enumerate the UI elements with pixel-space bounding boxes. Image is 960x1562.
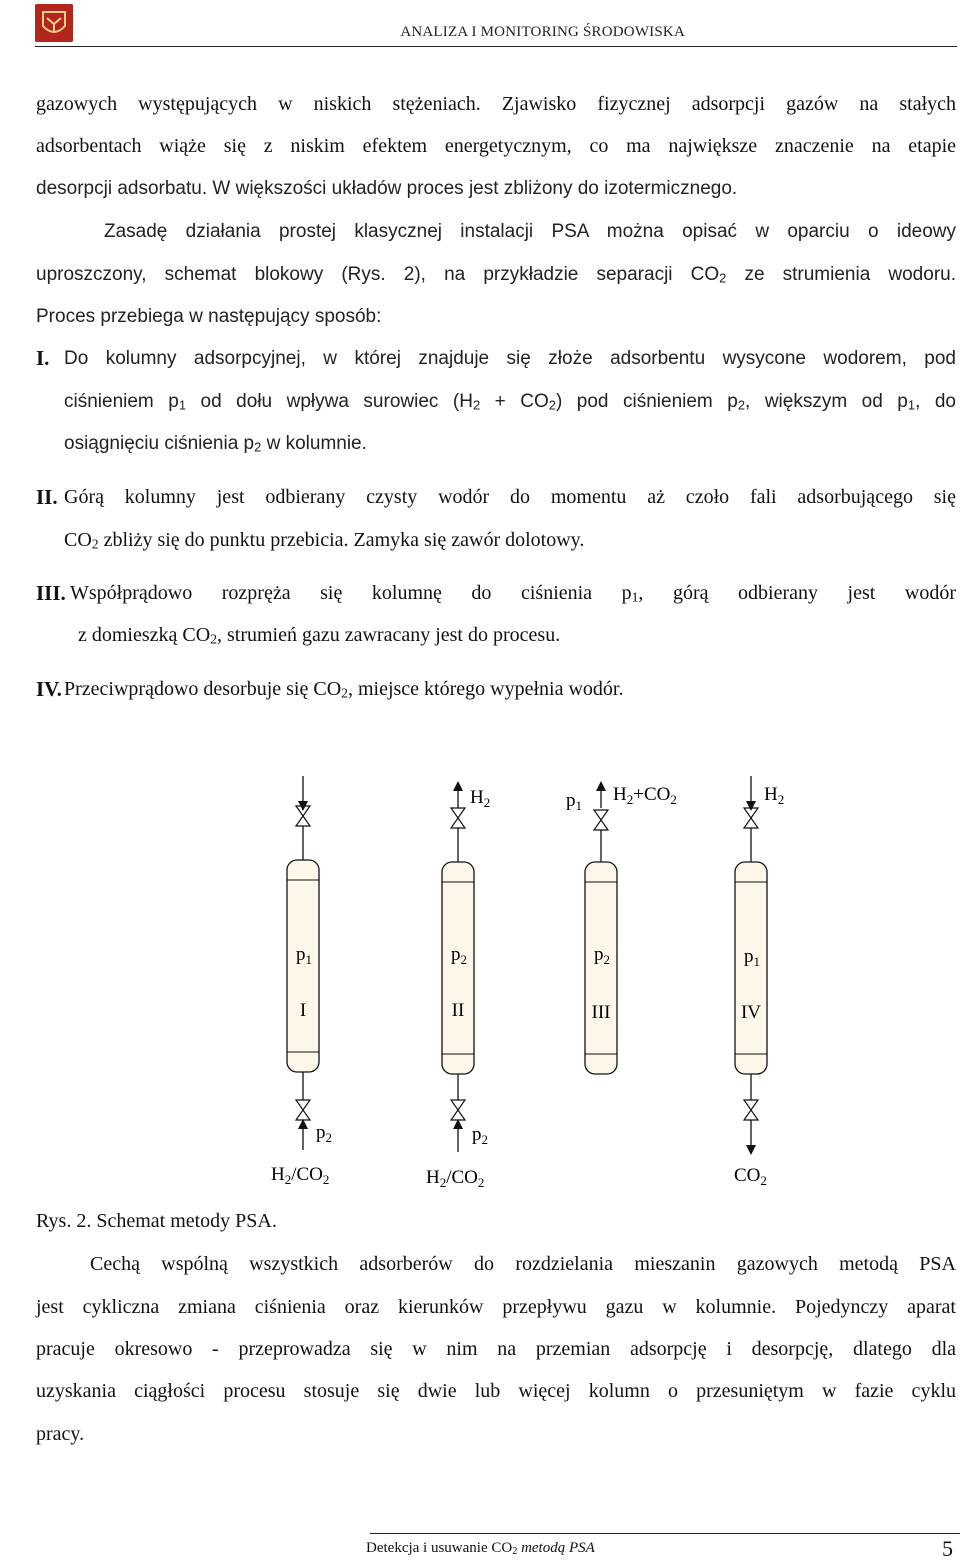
intro-line-6: Proces przebiega w następujący sposób: (36, 306, 382, 327)
column-3-pressure: $p_2$ (594, 944, 610, 967)
valve-bottom-2 (451, 1100, 465, 1120)
eagle-emblem-icon (35, 4, 73, 42)
valve-bottom-4 (744, 1100, 758, 1120)
adsorber-column-3 (585, 862, 617, 1074)
step-2-numeral: II. (36, 485, 58, 509)
step-1-numeral: I. (36, 346, 50, 370)
label-feed-h2co2-2: $H_2/CO_2$ (426, 1167, 485, 1190)
valve-top-2 (451, 808, 465, 828)
step-4-numeral: IV. (36, 677, 62, 701)
column-1-phase: I (299, 1000, 307, 1021)
label-p1-top: $p_1$ (566, 790, 582, 813)
column-1-pressure: $p_1$ (296, 944, 312, 967)
intro-line-1: gazowych występujących w niskich stężeniach. Zjawisko fizycznej adsorpcji gazów na stałych (36, 93, 956, 115)
label-h2co2-out-3: $H_2+CO_2$ (613, 784, 677, 807)
figure-caption: Rys. 2. Schemat metody PSA. (36, 1210, 277, 1232)
footer-title: Detekcja i usuwanie $CO_2$ metodą PSA (366, 1540, 595, 1557)
valve-top-4 (744, 808, 758, 828)
step-1-line-3: osiągnięciu ciśnienia $p_2$ w kolumnie. (64, 433, 367, 455)
step-2-line-1: Górą kolumny jest odbierany czysty wodór do momentu aż czoło fali adsorbującego się (64, 486, 956, 508)
label-p2-feed-1: $p_2$ (316, 1122, 332, 1145)
valve-top-1 (296, 806, 310, 826)
adsorber-column-2 (442, 862, 474, 1074)
valve-top-3 (594, 810, 608, 830)
label-h2-out-2: $H_2$ (470, 787, 491, 810)
step-4-line-1: Przeciwprądowo desorbuje się $CO_2$, miejsce którego wypełnia wodór. (64, 678, 624, 701)
step-2-line-2: $CO_2$ zbliży się do punktu przebicia. Zamyka się zawór dolotowy. (64, 529, 585, 552)
valve-bottom-1 (296, 1100, 310, 1120)
column-4-phase: IV (740, 1002, 762, 1023)
step-1-line-2: ciśnieniem $p_1$ od dołu wpływa surowiec $(H_2 + CO_2)$ pod ciśnieniem $p_2$, większym od $p_1$, do (64, 391, 957, 413)
closing-line-1: Cechą wspólną wszystkich adsorberów do rozdzielania mieszanin gazowych metodą PSA (90, 1253, 956, 1275)
column-3 (585, 786, 617, 1074)
closing-line-2: jest cykliczna zmiana ciśnienia oraz kierunków przepływu gazu w kolumnie. Pojedynczy aparat (36, 1296, 956, 1318)
label-co2-out-4: $CO_2$ (734, 1165, 767, 1188)
adsorber-column-1 (287, 860, 319, 1072)
closing-line-4: uzyskania ciągłości procesu stosuje się dwie lub więcej kolumn o przesuniętym w fazie cyklu (36, 1380, 956, 1402)
intro-line-4: Zasadę działania prostej klasycznej instalacji PSA można opisać w oparciu o ideowy (104, 221, 956, 242)
label-h2-in-4: $H_2$ (764, 784, 785, 807)
intro-line-5: uproszczony, schemat blokowy (Rys. 2), na przykładzie separacji $CO_2$ ze strumienia wodoru. (36, 264, 956, 286)
label-feed-h2co2-1: $H_2/CO_2$ (271, 1164, 330, 1187)
closing-line-5: pracy. (36, 1423, 85, 1445)
page-number: 5 (942, 1536, 953, 1561)
header-divider (35, 46, 957, 47)
intro-line-3: desorpcji adsorbatu. W większości układów proces jest zbliżony do izotermicznego. (36, 178, 738, 199)
column-2-pressure: $p_2$ (451, 944, 467, 967)
adsorber-column-4 (735, 862, 767, 1074)
psa-schematic (0, 760, 960, 1210)
column-3-phase: III (591, 1002, 611, 1023)
header-title: ANALIZA I MONITORING ŚRODOWISKA (400, 24, 685, 40)
closing-line-3: pracuje okresowo - przeprowadza się w nim na przemian adsorpcję i desorpcję, dlatego dla (36, 1338, 956, 1360)
column-4-pressure: $p_1$ (744, 946, 760, 969)
step-3-numeral: III. (36, 581, 66, 605)
footer-divider (370, 1533, 960, 1534)
step-3-line-1: Współprądowo rozpręża się kolumnę do ciśnienia $p_1$, górą odbierany jest wodór (70, 582, 956, 605)
step-1-line-1: Do kolumny adsorpcyjnej, w której znajduje się złoże adsorbentu wysycone wodorem, pod (64, 348, 956, 369)
label-p2-feed-2: $p_2$ (472, 1124, 488, 1147)
intro-line-2: adsorbentach wiąże się z niskim efektem energetycznym, co ma największe znaczenie na etapie (36, 135, 956, 157)
column-2 (442, 786, 474, 1152)
step-3-line-2: z domieszką $CO_2$, strumień gazu zawracany jest do procesu. (78, 624, 561, 647)
institution-logo (35, 4, 73, 42)
column-2-phase: II (451, 1000, 465, 1021)
